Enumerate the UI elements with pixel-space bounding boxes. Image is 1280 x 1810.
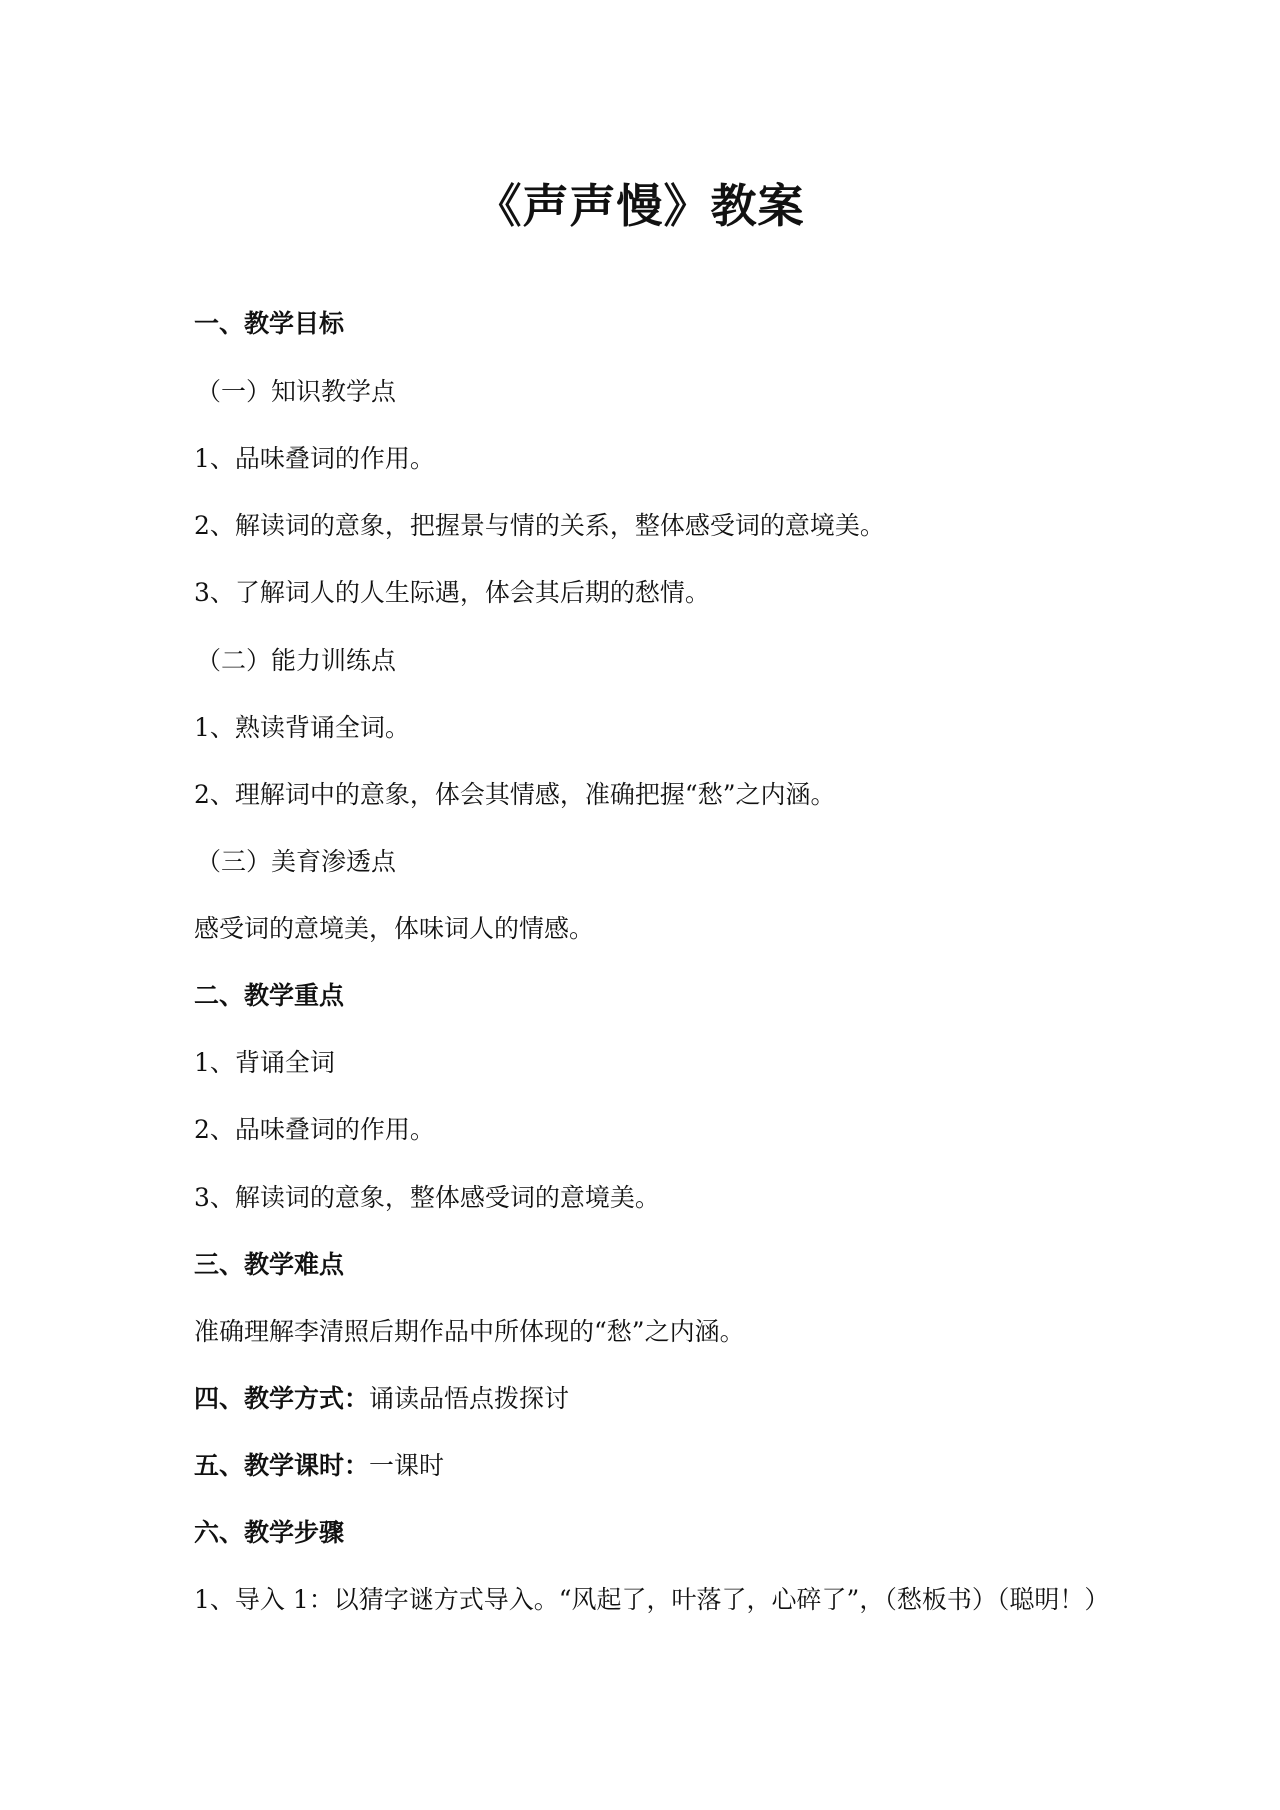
list-item: 1、熟读背诵全词。	[194, 713, 410, 742]
subsection-knowledge-points: （一）知识教学点	[196, 377, 397, 406]
document-title: 《声声慢》教案	[475, 179, 805, 233]
teaching-method-value: 诵读品悟点拨探讨	[369, 1384, 570, 1413]
subsection-aesthetic-points: （三）美育渗透点	[196, 847, 397, 876]
teaching-hours-label: 五、教学课时：	[194, 1451, 370, 1480]
teaching-method-label: 四、教学方式：	[194, 1384, 370, 1413]
paragraph-text: 准确理解李清照后期作品中所体现的“愁”之内涵。	[194, 1317, 745, 1346]
teaching-hours-line	[194, 1448, 444, 1484]
list-item: 2、解读词的意象，把握景与情的关系，整体感受词的意境美。	[194, 511, 885, 540]
list-item: 3、了解词人的人生际遇，体会其后期的愁情。	[194, 578, 710, 607]
section-heading-key-points: 二、教学重点	[194, 981, 345, 1010]
list-item: 1、导入 1：以猜字谜方式导入。“风起了，叶落了，心碎了”，（愁板书）（聪明！）	[194, 1585, 1110, 1614]
list-item: 1、品味叠词的作用。	[194, 444, 435, 473]
list-item: 1、背诵全词	[194, 1048, 335, 1077]
list-item: 3、解读词的意象，整体感受词的意境美。	[194, 1183, 660, 1212]
subsection-ability-points: （二）能力训练点	[196, 646, 397, 675]
section-heading-steps: 六、教学步骤	[194, 1518, 345, 1547]
teaching-method-line	[194, 1381, 569, 1417]
section-heading-objectives: 一、教学目标	[194, 309, 345, 338]
section-heading-difficulties: 三、教学难点	[194, 1250, 345, 1279]
list-item: 2、理解词中的意象，体会其情感，准确把握“愁”之内涵。	[194, 780, 836, 809]
teaching-hours-value: 一课时	[369, 1451, 445, 1480]
list-item: 2、品味叠词的作用。	[194, 1115, 435, 1144]
paragraph-text: 感受词的意境美，体味词人的情感。	[194, 914, 595, 943]
